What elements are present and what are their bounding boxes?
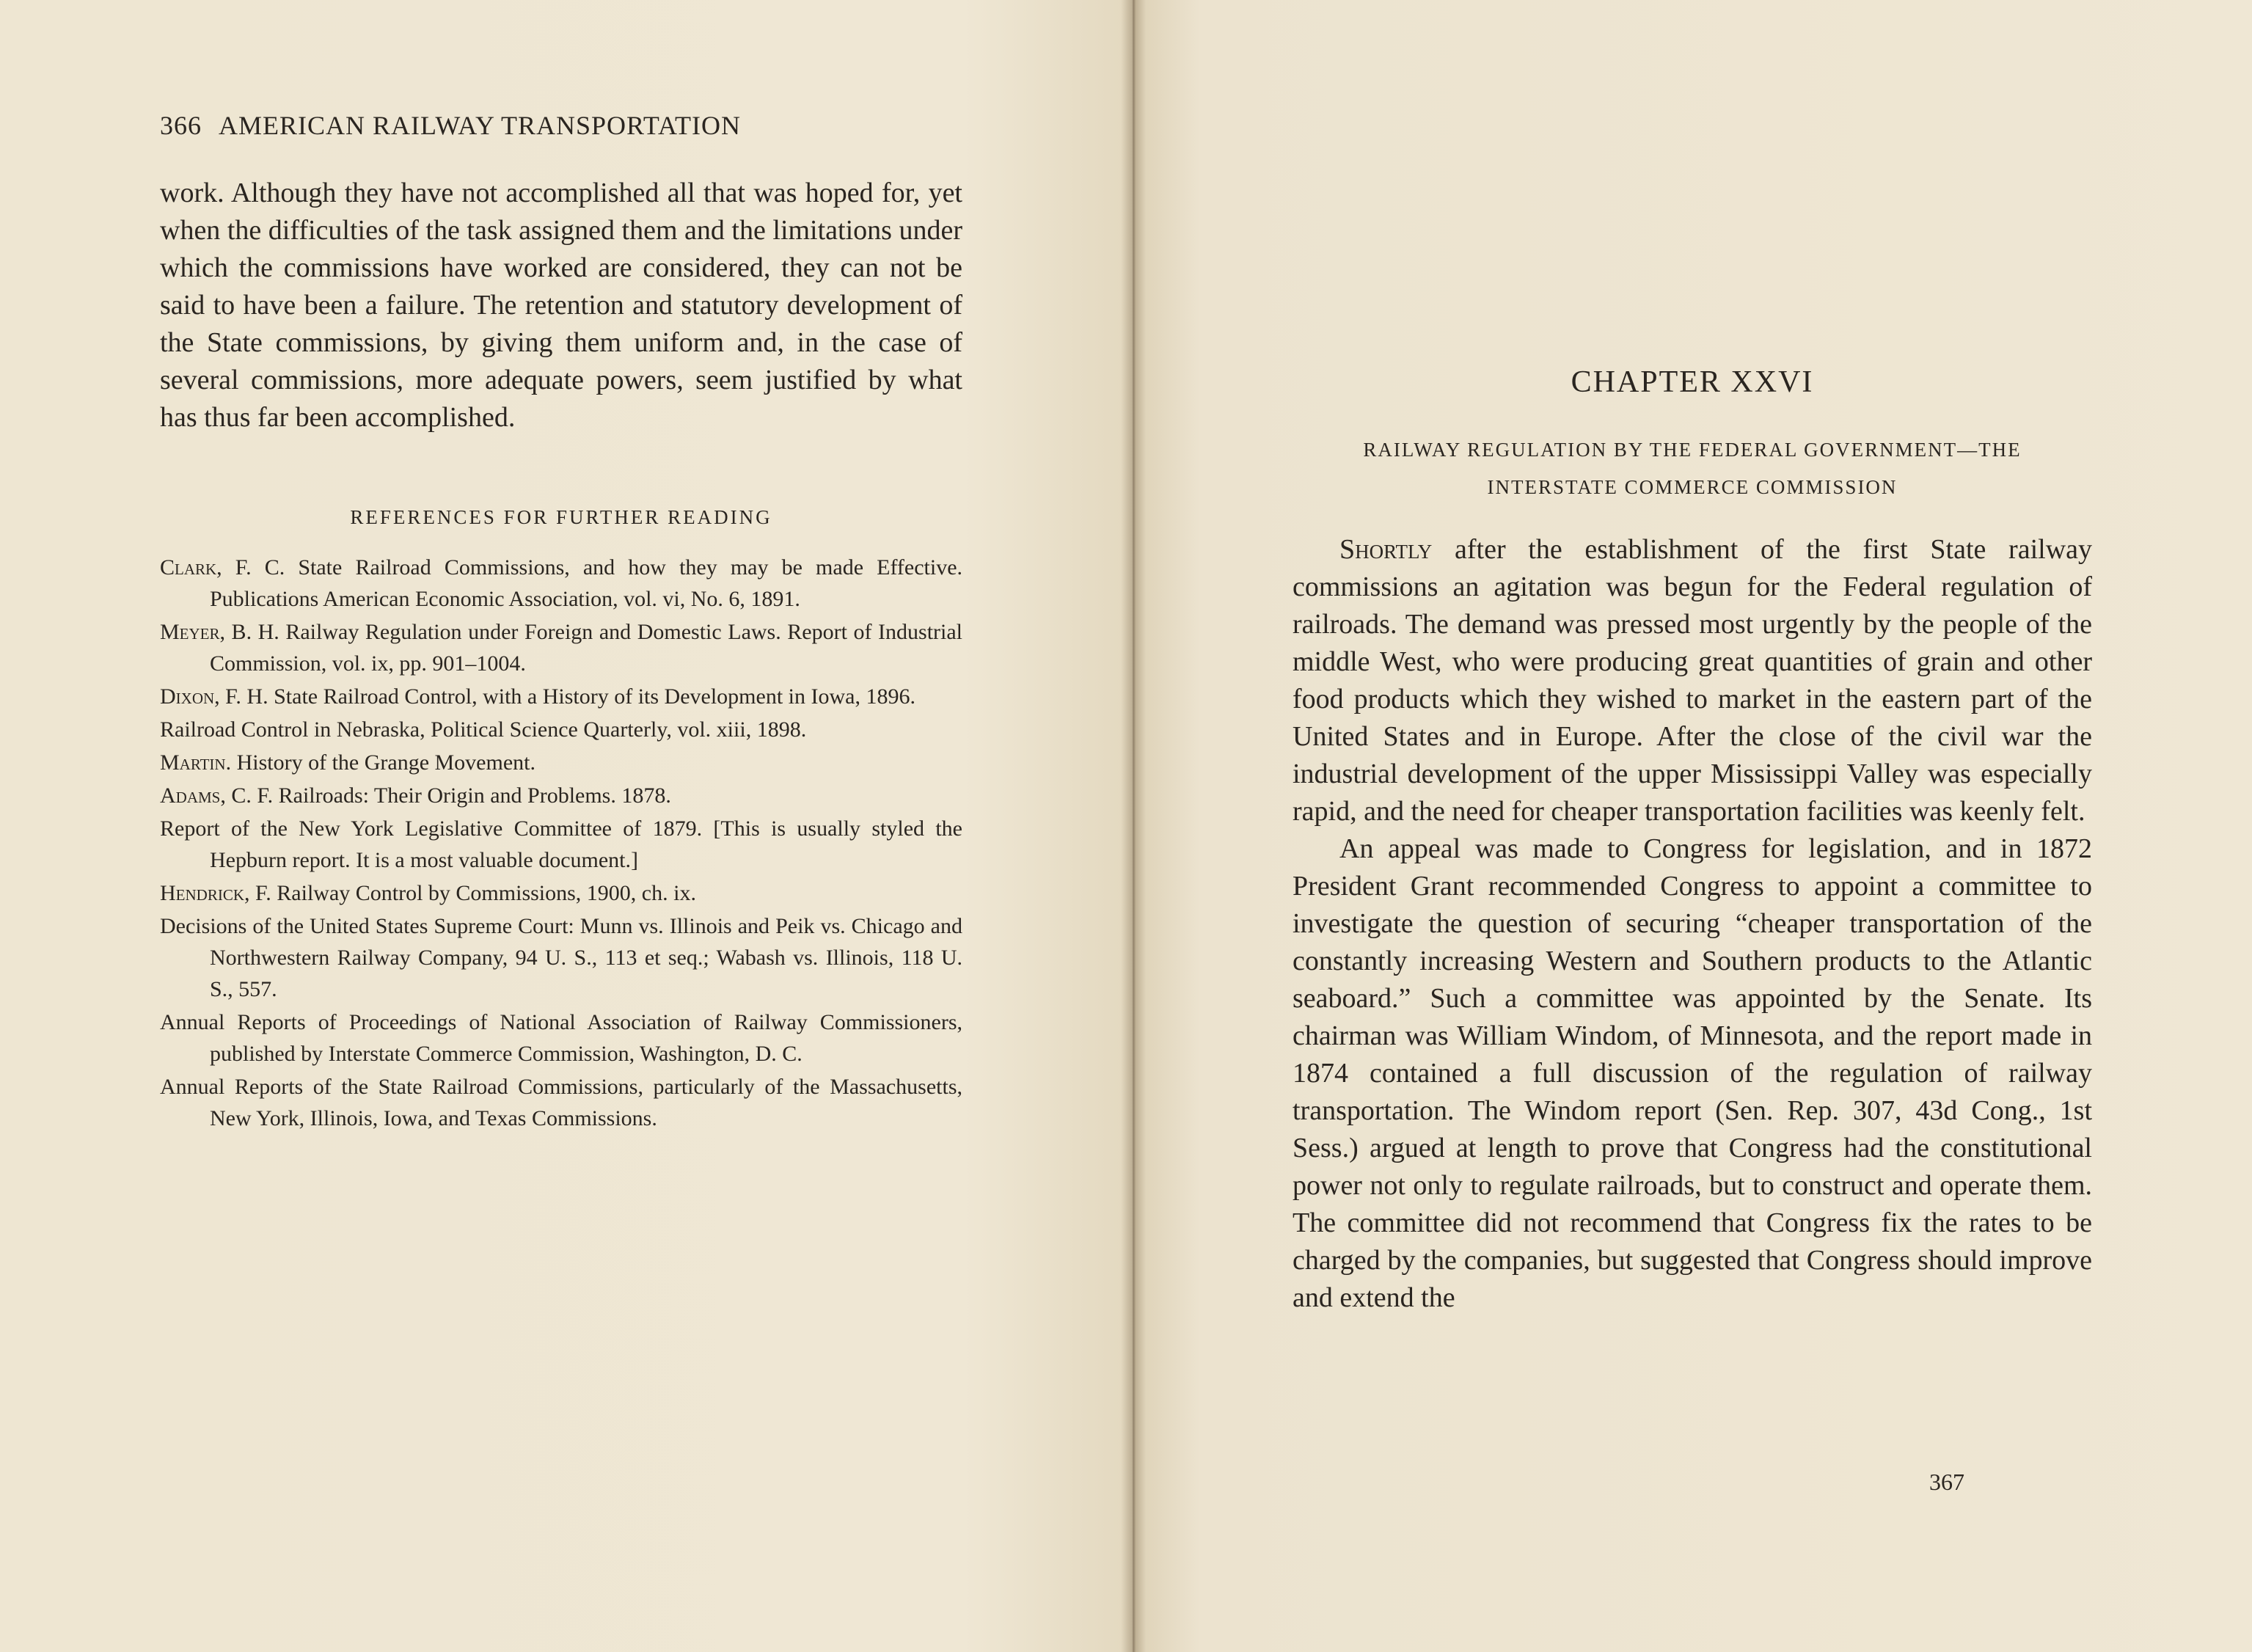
reference-text: Annual Reports of Proceedings of National Association of Railway Commissioners, published by Interstate Commerce Commission, Washington, D. C. (160, 1010, 962, 1066)
reference-item (160, 616, 962, 679)
reference-text: History of the Grange Movement. (236, 750, 535, 775)
left-page-number: 366 (160, 111, 202, 140)
reference-author: Adams, C. F. (160, 783, 274, 808)
reference-author: Martin. (160, 750, 232, 775)
book-gutter (1121, 0, 1146, 1652)
reference-text: Decisions of the United States Supreme Court: Munn vs. Illinois and Peik vs. Chicago and Northwestern Railway Company, 94 U. S., 113 et seq.; Wabash vs. Illinois, 118 U. S., 557. (160, 914, 962, 1001)
paragraph-1-text: after the establishment of the first State railway commissions an agitation was begun for the Federal regulation of railroads. The demand was pressed most urgently by the people of the middle West, who were producing great quantities of grain and other food products which they wished to market in the eastern part of the United States and in Europe. After the close of the civil war the industrial development of the upper Mississippi Valley was especially rapid, and the need for cheaper transportation facilities was keenly felt. (1293, 534, 2092, 827)
running-header (160, 110, 967, 141)
references-list (160, 552, 962, 1136)
reference-item (160, 552, 962, 615)
reference-text: Railway Regulation under Foreign and Domestic Laws. Report of Industrial Commission, vol. ix, pp. 901–1004. (210, 620, 963, 676)
reference-text: Railroads: Their Origin and Problems. 1878. (278, 783, 671, 808)
reference-author: Meyer, B. H. (160, 620, 279, 644)
references-title: REFERENCES FOR FURTHER READING (350, 506, 772, 528)
reference-text: Railway Control by Commissions, 1900, ch. ix. (277, 881, 696, 905)
chapter-subtitle-line: RAILWAY REGULATION BY THE FEDERAL GOVERNMENT—THE (1363, 439, 2022, 461)
reference-item (160, 780, 962, 811)
reference-text: Railroad Control in Nebraska, Political Science Quarterly, vol. xiii, 1898. (160, 717, 807, 742)
right-body (1293, 531, 2092, 1317)
reference-item (160, 813, 962, 876)
reference-author: Clark, F. C. (160, 555, 285, 580)
reference-item (160, 877, 962, 909)
left-paragraph: work. Although they have not accomplished all that was hoped for, yet when the difficulties of the task assigned them and the limitations under which the commissions have worked are considered, they can not be said to have been a failure. The retention and statutory development of the State commissions, by giving them uniform and, in the case of several commissions, more adequate powers, seem justified by what has thus far been accomplished. (160, 178, 962, 433)
reference-item (160, 714, 962, 745)
chapter-title: CHAPTER XXVI (1571, 365, 1814, 399)
paragraph-2: An appeal was made to Congress for legislation, and in 1872 President Grant recommended Congress to appoint a committee to investigate the question of securing “cheaper transportation of the constantly increasing Western and Southern products to the Atlantic seaboard.” Such a committee was appointed by the Senate. Its chairman was William Windom, of Minnesota, and the report made in 1874 contained a full discussion of the regulation of railway transportation. The Windom report (Sen. Rep. 307, 43d Cong., 1st Sess.) argued at length to prove that Congress had the constitutional power not only to regulate railroads, but to construct and operate them. The committee did not recommend that Congress fix the rates to be charged by the companies, but suggested that Congress should improve and extend the (1293, 833, 2092, 1313)
reference-text: Report of the New York Legislative Committee of 1879. [This is usually styled the Hepburn report. It is a most valuable document.] (160, 816, 962, 872)
reference-text: Annual Reports of the State Railroad Commissions, particularly of the Massachusetts, New York, Illinois, Iowa, and Texas Commissions. (160, 1075, 962, 1130)
running-title: AMERICAN RAILWAY TRANSPORTATION (219, 111, 741, 140)
reference-text: State Railroad Commissions, and how they may be made Effective. Publications American Economic Association, vol. vi, No. 6, 1891. (210, 555, 963, 611)
opening-word: Shortly (1339, 534, 1433, 565)
chapter-subtitle-line: INTERSTATE COMMERCE COMMISSION (1487, 476, 1898, 498)
chapter-subtitle (1291, 431, 2094, 506)
reference-item (160, 910, 962, 1005)
reference-author: Dixon, F. H. (160, 684, 268, 709)
reference-text: State Railroad Control, with a History of its Development in Iowa, 1896. (274, 684, 915, 709)
reference-item (160, 747, 962, 778)
paragraph-1 (1293, 531, 2092, 830)
reference-item (160, 1006, 962, 1070)
reference-item (160, 1071, 962, 1134)
right-page-number: 367 (1929, 1469, 1964, 1495)
reference-author: Hendrick, F. (160, 881, 271, 905)
reference-item (160, 681, 962, 712)
